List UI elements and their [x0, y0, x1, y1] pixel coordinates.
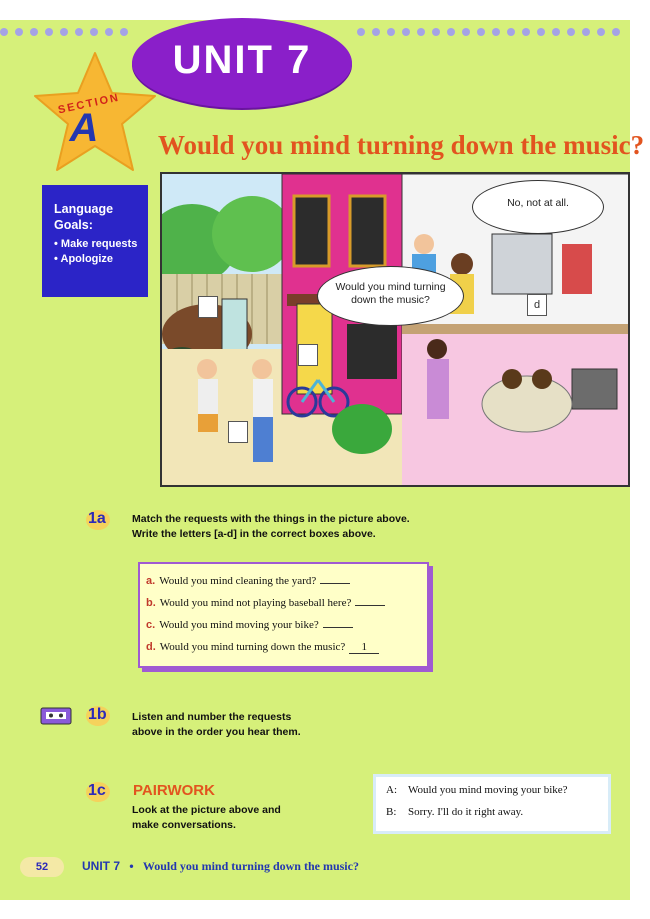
goal-item: • Make requests	[54, 238, 138, 250]
exercise-1b-instruction-2: above in the order you hear them.	[132, 726, 301, 738]
requests-box	[138, 562, 429, 668]
unit-banner	[132, 18, 352, 108]
request-item: d. Would you mind turning down the music? 1	[146, 641, 379, 654]
decorative-dots-left	[0, 28, 128, 36]
request-item: a. Would you mind cleaning the yard?	[146, 575, 350, 587]
conversation-line: A: Would you mind moving your bike?	[386, 784, 568, 796]
footer-title: Would you mind turning down the music?	[142, 859, 359, 873]
conversation-box	[373, 774, 611, 834]
answer-box[interactable]	[298, 344, 318, 366]
page-number: 52	[20, 857, 64, 877]
answer-box[interactable]	[198, 296, 218, 318]
decorative-dots-right	[357, 28, 620, 36]
answer-blank[interactable]	[323, 627, 353, 628]
speech-bubble-text: No, not at all.	[507, 197, 569, 209]
conversation-line: B: Sorry. I'll do it right away.	[386, 806, 524, 818]
speech-bubble-top	[472, 180, 604, 234]
exercise-1a-instruction-2: Write the letters [a-d] in the correct boxes above.	[132, 528, 376, 540]
pairwork-heading: PAIRWORK	[133, 782, 215, 799]
exercise-number-1b: 1b	[88, 706, 107, 723]
answer-box-d[interactable]: d	[527, 294, 547, 316]
goals-heading: Language Goals:	[54, 202, 114, 232]
exercise-1a-instruction-1: Match the requests with the things in the picture above.	[132, 513, 410, 525]
goal-item: • Apologize	[54, 253, 114, 265]
request-item: c. Would you mind moving your bike?	[146, 619, 353, 631]
language-goals-box	[42, 185, 148, 297]
answer-blank[interactable]	[320, 583, 350, 584]
cassette-icon[interactable]	[40, 707, 72, 725]
exercise-1b-instruction-1: Listen and number the requests	[132, 711, 292, 723]
answer-blank[interactable]	[355, 605, 385, 606]
footer-text	[82, 859, 359, 874]
answer-box[interactable]	[228, 421, 248, 443]
exercise-1c-instruction-1: Look at the picture above and	[132, 804, 281, 816]
section-label: SECTION	[56, 91, 122, 117]
goals-list	[54, 237, 137, 267]
exercise-number-1c: 1c	[88, 782, 106, 799]
exercise-1c-instruction-2: make conversations.	[132, 819, 236, 831]
answer-blank[interactable]: 1	[349, 641, 379, 654]
page-title: Would you mind turning down the music?	[158, 130, 645, 160]
footer-separator: •	[129, 859, 134, 873]
unit-label: UNIT 7	[172, 38, 312, 82]
scene-illustration	[160, 172, 630, 487]
footer-unit: UNIT 7	[82, 859, 121, 873]
section-letter: A	[69, 106, 99, 150]
exercise-number-1a: 1a	[88, 510, 106, 527]
speech-bubble-middle	[317, 266, 464, 326]
request-item: b. Would you mind not playing baseball here?	[146, 597, 385, 609]
speech-bubble-text: Would you mind turning down the music?	[335, 281, 446, 306]
